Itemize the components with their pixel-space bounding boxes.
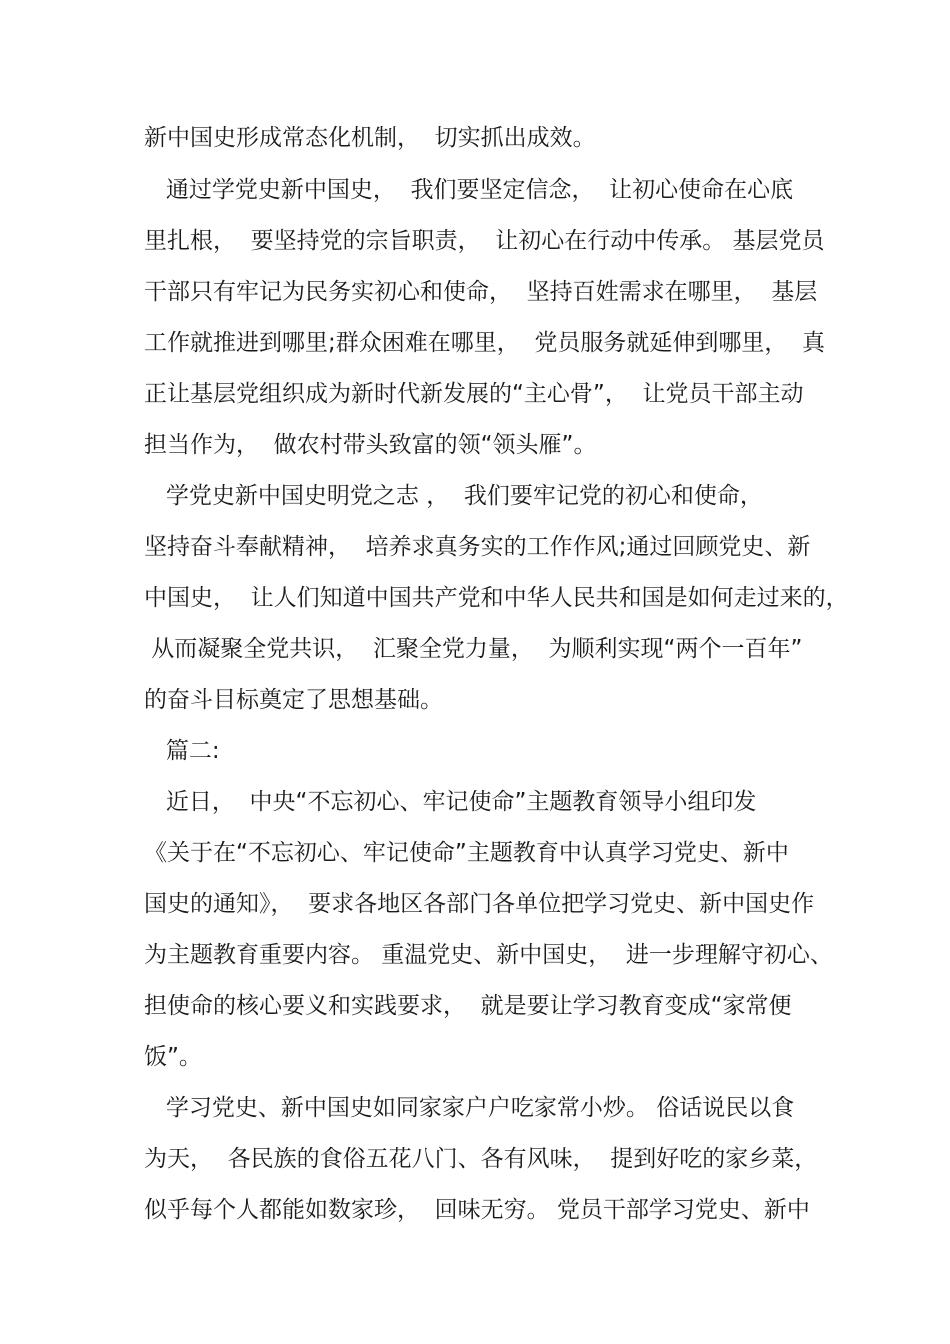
text-line: 为天， 各民族的食俗五花八门、各有风味， 提到好吃的家乡菜， — [144, 1146, 818, 1172]
text-line: 正让基层党组织成为新时代新发展的“主心骨”， 让党员干部主动 — [144, 381, 804, 407]
text-line: 担当作为， 做农村带头致富的领“领头雁”。 — [144, 432, 597, 458]
text-line: 近日， 中央“不忘初心、牢记使命”主题教育领导小组印发 — [144, 789, 757, 815]
text-line: 学党史新中国史明党之志 ， 我们要牢记党的初心和使命， — [144, 483, 763, 509]
text-line: 《关于在“不忘初心、牢记使命”主题教育中认真学习党史、新中 — [144, 840, 789, 866]
text-line: 国史的通知》， 要求各地区各部门各单位把学习党史、新中国史作 — [144, 891, 815, 917]
text-line: 中国史， 让人们知道中国共产党和中华人民共和国是如何走过来的， — [144, 585, 849, 611]
text-line: 坚持奋斗奉献精神， 培养求真务实的工作作风;通过回顾党史、新 — [144, 534, 811, 560]
text-line: 饭”。 — [144, 1044, 202, 1070]
text-line: 从而凝聚全党共识， 汇聚全党力量， 为顺利实现“两个一百年” — [144, 636, 803, 662]
text-line: 学习党史、新中国史如同家家户户吃家常小炒。 俗话说民以食 — [144, 1095, 795, 1121]
text-line: 干部只有牢记为民务实初心和使命， 坚持百姓需求在哪里， 基层 — [144, 279, 818, 305]
text-line: 为主题教育重要内容。 重温党史、新中国史， 进一步理解守初心、 — [144, 942, 833, 968]
text-line: 的奋斗目标奠定了思想基础。 — [144, 687, 443, 713]
text-line: 似乎每个人都能如数家珍， 回味无穷。 党员干部学习党史、新中 — [144, 1197, 810, 1223]
text-line: 担使命的核心要义和实践要求， 就是要让学习教育变成“家常便 — [144, 993, 792, 1019]
text-line: 工作就推进到哪里;群众困难在哪里， 党员服务就延伸到哪里， 真 — [144, 330, 825, 356]
section-heading: 篇二: — [144, 738, 220, 764]
text-line: 新中国史形成常态化机制， 切实抓出成效。 — [144, 125, 596, 151]
text-line: 通过学党史新中国史， 我们要坚定信念， 让初心使命在心底 — [144, 177, 794, 203]
text-line: 里扎根， 要坚持党的宗旨职责， 让初心在行动中传承。 基层党员 — [144, 228, 825, 254]
